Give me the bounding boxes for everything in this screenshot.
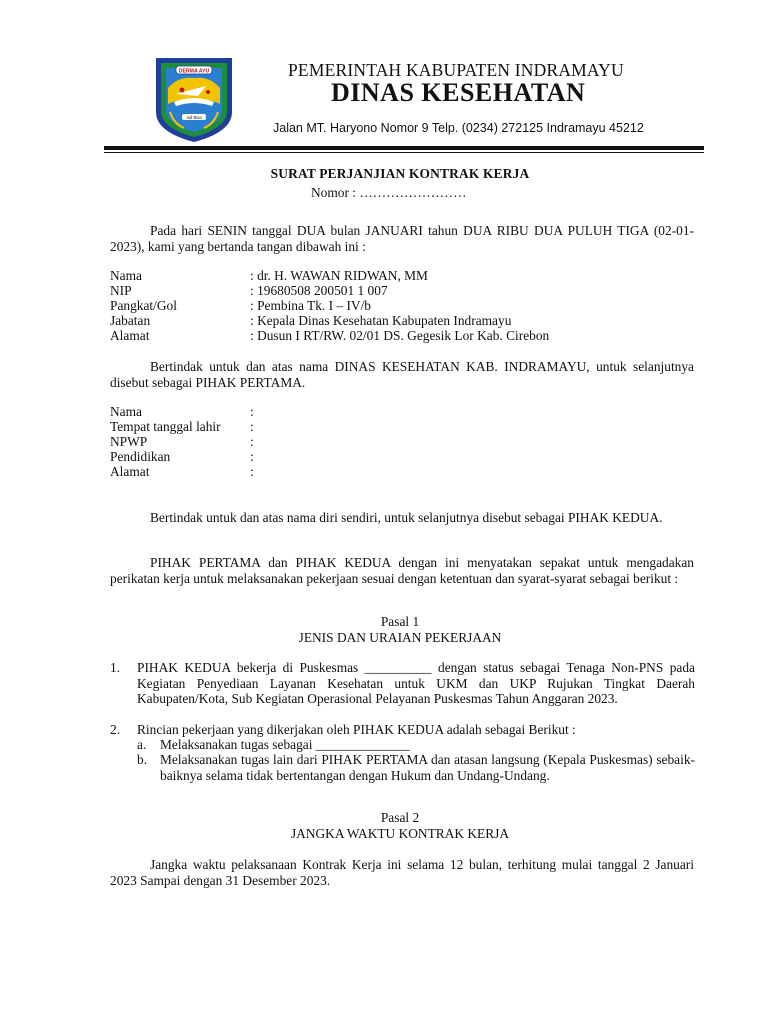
field-row — [110, 404, 254, 419]
department-address: Jalan MT. Haryono Nomor 9 Telp. (0234) 272125 Indramayu 45212 — [273, 121, 644, 135]
article-1-item-1: PIHAK KEDUA bekerja di Puskesmas __________ dengan status sebagai Tenaga Non-PNS pada Kegiatan Penyediaan Layanan Kesehatan untuk UKM dan UKP Rujukan Tingkat Daerah Kabupaten/Kota, Sub Kegiatan Operasional Pelayanan Puskesmas Tahun Anggaran 2023. — [137, 660, 695, 706]
field-value: : — [250, 404, 254, 419]
field-value: : — [250, 434, 254, 449]
second-party-statement: Bertindak untuk dan atas nama diri sendiri, untuk selanjutnya disebut sebagai PIHAK KEDUA. — [150, 510, 663, 525]
list-number: 2. — [110, 722, 121, 737]
article-2-paragraph: Jangka waktu pelaksanaan Kontrak Kerja ini selama 12 bulan, terhitung mulai tanggal 2 Januari 2023 Sampai dengan 31 Desember 2023. — [110, 857, 694, 888]
field-label: NPWP — [110, 434, 148, 449]
article-1-heading: JENIS DAN URAIAN PEKERJAAN — [298, 630, 502, 645]
field-label: Jabatan — [110, 313, 151, 328]
article-1-item-2b: Melaksanakan tugas lain dari PIHAK PERTAMA dan atasan langsung (Kepala Puskesmas) sebaik-baiknya selama tidak bertentangan dengan Hukum dan Undang-Undang. — [160, 752, 695, 783]
field-label: Alamat — [110, 328, 150, 343]
field-row — [110, 464, 254, 479]
field-row — [110, 328, 549, 343]
second-party-fields — [110, 404, 254, 479]
first-party-statement: Bertindak untuk dan atas nama DINAS KESEHATAN KAB. INDRAMAYU, untuk selanjutnya disebut sebagai PIHAK PERTAMA. — [110, 359, 694, 390]
logo-top-text: DERMA AYU — [178, 68, 210, 75]
field-row — [110, 313, 549, 328]
field-label: Nama — [110, 404, 142, 419]
field-value: : Dusun I RT/RW. 02/01 DS. Gegesik Lor Kab. Cirebon — [250, 328, 550, 343]
field-value: : 19680508 200501 1 007 — [250, 283, 388, 298]
field-row — [110, 434, 254, 449]
field-label: Pendidikan — [110, 449, 171, 464]
field-label: Pangkat/Gol — [110, 298, 177, 313]
list-number: 1. — [110, 660, 121, 675]
article-1-item-2a: Melaksanakan tugas sebagai ______________ — [160, 737, 410, 752]
field-row — [110, 449, 254, 464]
field-value: : dr. H. WAWAN RIDWAN, MM — [250, 268, 428, 283]
field-value: : Kepala Dinas Kesehatan Kabupaten Indramayu — [250, 313, 512, 328]
field-value: : — [250, 449, 254, 464]
first-party-fields — [110, 268, 549, 343]
article-2-heading: JANGKA WAKTU KONTRAK KERJA — [290, 826, 510, 841]
article-1-number: Pasal 1 — [380, 614, 420, 629]
field-row — [110, 298, 549, 313]
letterhead-divider-thin — [104, 152, 704, 153]
field-value: : — [250, 419, 254, 434]
indramayu-regency-emblem — [148, 54, 240, 144]
field-value: : — [250, 464, 254, 479]
article-2-number: Pasal 2 — [380, 810, 420, 825]
document-number: Nomor : …………………… — [311, 185, 467, 200]
sub-list-letter: b. — [137, 752, 148, 767]
field-label: Tempat tanggal lahir — [110, 419, 221, 434]
logo-bottom-text: Adi Bisa — [186, 114, 202, 120]
field-label: Alamat — [110, 464, 150, 479]
department-name: DINAS KESEHATAN — [331, 78, 586, 107]
field-label: Nama — [110, 268, 142, 283]
field-row — [110, 283, 549, 298]
field-row — [110, 419, 254, 434]
government-name: PEMERINTAH KABUPATEN INDRAMAYU — [288, 60, 624, 80]
article-1-item-2: Rincian pekerjaan yang dikerjakan oleh PIHAK KEDUA adalah sebagai Berikut : — [137, 722, 576, 737]
sub-list-letter: a. — [137, 737, 147, 752]
agreement-paragraph: PIHAK PERTAMA dan PIHAK KEDUA dengan ini menyatakan sepakat untuk mengadakan perikatan kerja untuk melaksanakan pekerjaan sesuai dengan ketentuan dan syarat-syarat sebagai berikut : — [110, 555, 694, 586]
letterhead-divider-thick — [104, 146, 704, 150]
field-row — [110, 268, 549, 283]
field-label: NIP — [110, 283, 132, 298]
field-value: : Pembina Tk. I – IV/b — [250, 298, 371, 313]
opening-paragraph: Pada hari SENIN tanggal DUA bulan JANUARI tahun DUA RIBU DUA PULUH TIGA (02-01-2023), kami yang bertanda tangan dibawah ini : — [110, 223, 694, 254]
document-title: SURAT PERJANJIAN KONTRAK KERJA — [270, 166, 530, 181]
